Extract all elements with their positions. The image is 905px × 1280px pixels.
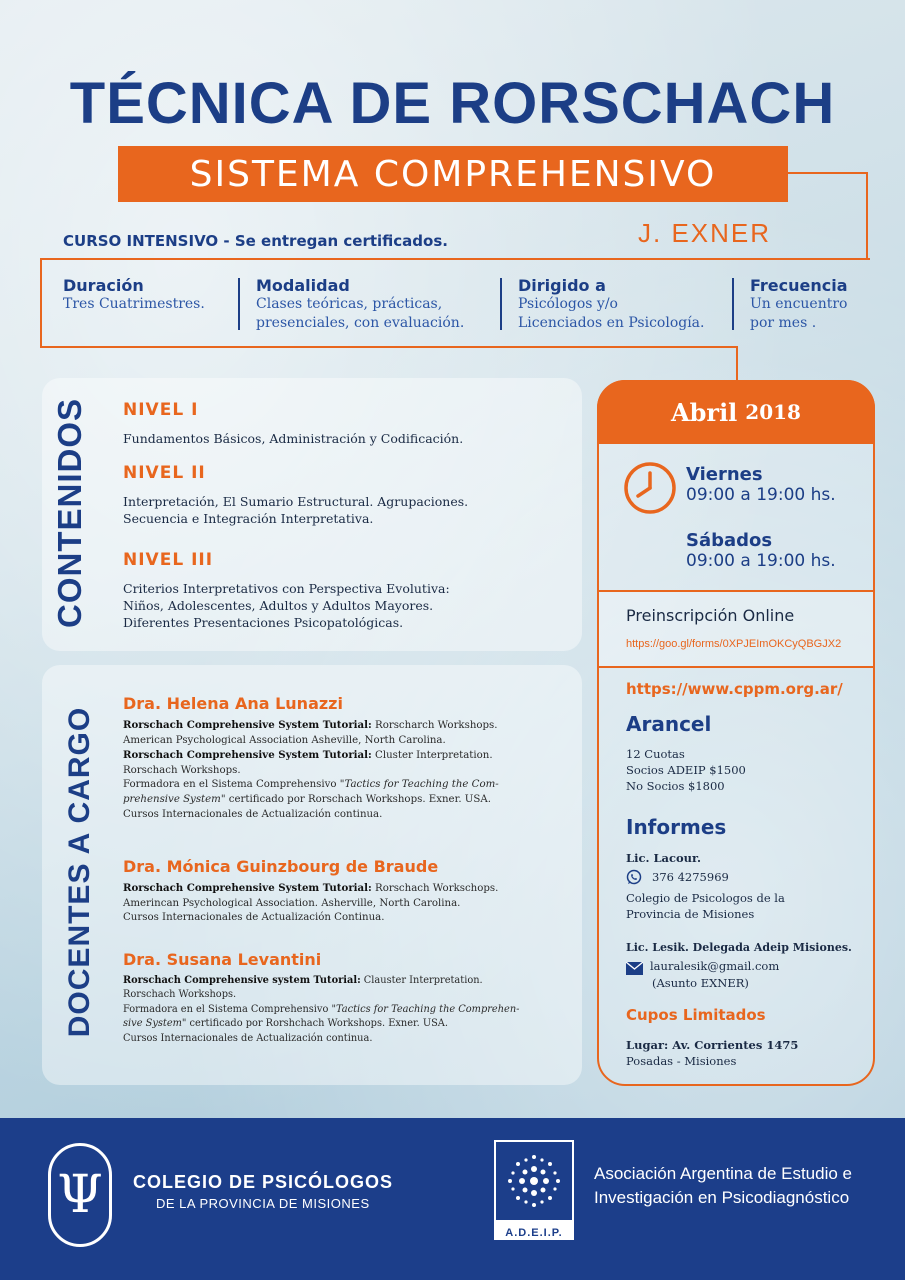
frame-line: [40, 258, 42, 348]
info-duracion: [63, 276, 205, 314]
docente-1: [123, 694, 563, 822]
info-text: Tres Cuatrimestres.: [63, 296, 205, 312]
poster-title: TÉCNICA DE RORSCHACH: [69, 71, 836, 136]
preinscripcion-box: [597, 590, 875, 668]
info-text: presenciales, con evaluación.: [256, 315, 465, 331]
contact2-name: Lic. Lesik. Delegada Adeip Misiones.: [626, 941, 852, 954]
info-text: por mes .: [750, 315, 817, 331]
email-icon: [626, 960, 643, 973]
info-text: Un encuentro: [750, 296, 848, 312]
contact2-note: (Asunto EXNER): [652, 976, 749, 990]
website-link[interactable]: https://www.cppm.org.ar/: [626, 680, 843, 698]
date-banner: [597, 380, 875, 444]
colegio-province: DE LA PROVINCIA DE MISIONES: [156, 1196, 370, 1211]
docente-bio: Rorschach Comprehensive System Tutorial: Rorschach Workschops. Amerincan Psychological Association. Asherville, North Carolina. Cursos Internacionales de Actualización Continua.: [123, 882, 499, 924]
nivel-2: [123, 463, 468, 527]
level-line: Niños, Adolescentes, Adultos y Adultos Mayores.: [123, 598, 434, 613]
colegio-logo: [48, 1143, 112, 1247]
year-label: 2018: [745, 400, 801, 424]
info-dirigido: [518, 276, 704, 333]
friday-block: [686, 464, 836, 505]
adeip-emblem-icon: [496, 1142, 572, 1220]
info-label: Modalidad: [256, 276, 350, 295]
cupos-label: Cupos Limitados: [626, 1006, 766, 1024]
docente-name: Dra. Helena Ana Lunazzi: [123, 694, 343, 713]
divider: [500, 278, 502, 330]
info-modalidad: [256, 276, 464, 333]
day-label: Viernes: [686, 464, 763, 485]
level-line: Diferentes Presentaciones Psicopatológicas.: [123, 615, 404, 630]
arancel-details: 12 Cuotas Socios ADEIP $1500 No Socios $1800: [626, 747, 746, 793]
level-line: Criterios Interpretativos con Perspectiva Evolutiva:: [123, 581, 450, 596]
whatsapp-icon: [626, 869, 642, 885]
frame-line: [788, 172, 868, 260]
contact1-org: Colegio de Psicologos de la Provincia de Misiones: [626, 891, 785, 921]
hours-label: 09:00 a 19:00 hs.: [686, 551, 836, 571]
level-title: NIVEL II: [123, 463, 206, 483]
month-label: Abril: [671, 397, 738, 427]
nivel-1: [123, 400, 463, 447]
info-text: Licenciados en Psicología.: [518, 315, 705, 331]
level-line: Fundamentos Básicos, Administración y Codificación.: [123, 431, 464, 446]
info-label: Duración: [63, 276, 144, 295]
contact2-email[interactable]: lauralesik@gmail.com: [650, 959, 780, 973]
frame-line: [736, 346, 738, 382]
saturday-block: [686, 530, 836, 571]
adeip-logo-text: A.D.E.I.P.: [505, 1227, 563, 1239]
level-title: NIVEL III: [123, 550, 214, 570]
level-line: Secuencia e Integración Interpretativa.: [123, 511, 374, 526]
nivel-3: [123, 550, 450, 631]
preinscripcion-link[interactable]: https://goo.gl/forms/0XPJEImOKCyQBGJX2: [626, 638, 842, 650]
level-title: NIVEL I: [123, 400, 199, 420]
docentes-label: DOCENTES A CARGO: [63, 706, 96, 1038]
docente-3: [123, 950, 563, 1046]
docente-bio: Rorschach Comprehensive System Tutorial: Rorscharch Workshops. American Psychological Association Asheville, North Carolina. Rorschach Comprehensive System Tutorial: Cluster Interpretation. Rorschach Workshops. Formadora en el Sistema Comprehensivo "Tactics for Teaching the Com- prehensive System" certificado por Rorschach Workshops. Exner. USA. Cursos Internacionales de Actualización continua.: [123, 719, 499, 820]
hours-label: 09:00 a 19:00 hs.: [686, 485, 836, 505]
frame-line: [40, 258, 870, 260]
informes-title: Informes: [626, 815, 727, 839]
contact1-name: Lic. Lacour.: [626, 851, 702, 865]
psi-icon: Ψ: [57, 1165, 103, 1225]
arancel-title: Arancel: [626, 712, 712, 736]
lugar-label: Lugar: Av. Corrientes 1475: [626, 1038, 799, 1052]
info-label: Frecuencia: [750, 276, 848, 295]
adeip-logo: [494, 1140, 574, 1240]
docente-name: Dra. Mónica Guinzbourg de Braude: [123, 857, 439, 876]
divider: [732, 278, 734, 330]
docente-2: [123, 857, 563, 926]
info-text: Clases teóricas, prácticas,: [256, 296, 443, 312]
day-label: Sábados: [686, 530, 773, 551]
lugar-city: Posadas - Misiones: [626, 1054, 737, 1068]
adeip-name-line2: Investigación en Psicodiagnóstico: [594, 1188, 850, 1207]
docente-name: Dra. Susana Levantini: [123, 950, 322, 969]
info-text: Psicólogos y/o: [518, 296, 618, 312]
info-label: Dirigido a: [518, 276, 606, 295]
author-label: J. EXNER: [638, 218, 772, 248]
course-note: CURSO INTENSIVO - Se entregan certificados.: [63, 232, 448, 250]
clock-icon: [622, 460, 678, 516]
docente-bio: Rorschach Comprehensive system Tutorial: Clauster Interpretation. Rorschach Workshops. Formadora en el Sistema Comprehensivo "Tactics for Teaching the Comprehen- sive System" certificado por Rorshchach Workshops. Exner. USA. Cursos Internacionales de Actualización continua.: [123, 975, 520, 1044]
level-line: Interpretación, El Sumario Estructural. Agrupaciones.: [123, 494, 469, 509]
adeip-name-line1: Asociación Argentina de Estudio e: [594, 1164, 853, 1183]
info-frecuencia: [750, 276, 848, 333]
divider: [238, 278, 240, 330]
contenidos-label: CONTENIDOS: [51, 398, 88, 629]
colegio-name: COLEGIO DE PSICÓLOGOS: [133, 1172, 394, 1192]
subtitle-text: SISTEMA COMPREHENSIVO: [189, 153, 717, 195]
subtitle-banner: [118, 146, 788, 202]
contact1-phone[interactable]: 376 4275969: [652, 870, 729, 884]
preinscripcion-title: Preinscripción Online: [626, 606, 795, 625]
frame-line: [40, 346, 738, 348]
